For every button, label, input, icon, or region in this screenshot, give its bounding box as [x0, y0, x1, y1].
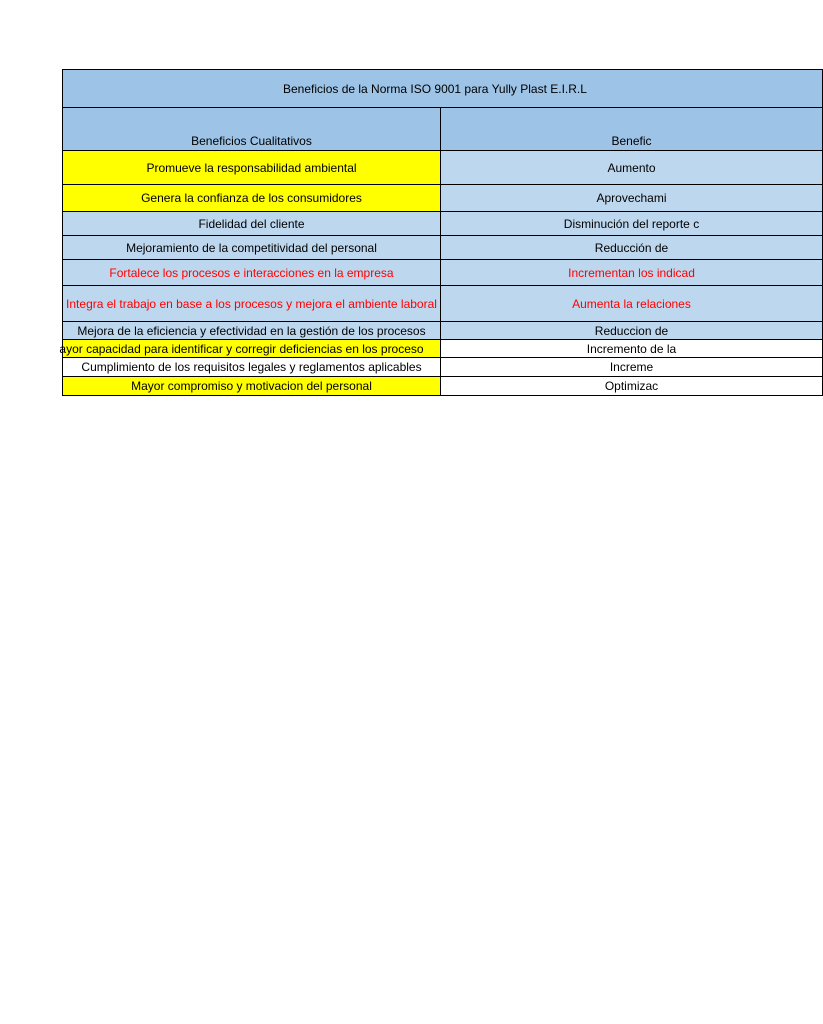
table-cell-right: Aumento [441, 151, 823, 185]
table-cell-left: ayor capacidad para identificar y corregir deficiencias en los proceso [63, 340, 441, 358]
iso-benefits-table [59, 69, 823, 396]
table-cell-left: Fidelidad del cliente [63, 212, 441, 236]
table-cell-left: Promueve la responsabilidad ambiental [63, 151, 441, 185]
table-cell-right: Reducción de [441, 236, 823, 260]
table-cell-left: Mayor compromiso y motivacion del personal [63, 377, 441, 396]
table-cell-left: Mejora de la eficiencia y efectividad en la gestión de los procesos [63, 322, 441, 340]
table-title: Beneficios de la Norma ISO 9001 para Yully Plast E.I.R.L [63, 70, 823, 108]
table-cell-right: Disminución del reporte c [441, 212, 823, 236]
header-quantitative: Benefic [441, 108, 823, 151]
table-cell-right: Optimizac [441, 377, 823, 396]
table-cell-left: Fortalece los procesos e interacciones en la empresa [63, 260, 441, 286]
table-cell-right: Incrementan los indicad [441, 260, 823, 286]
table-cell-right: Reduccion de [441, 322, 823, 340]
table-cell-left: Genera la confianza de los consumidores [63, 185, 441, 212]
table-cell-left: Cumplimiento de los requisitos legales y reglamentos aplicables [63, 358, 441, 377]
table-cell-right: Aprovechami [441, 185, 823, 212]
table-cell-left: Mejoramiento de la competitividad del personal [63, 236, 441, 260]
table-cell-right: Incremento de la [441, 340, 823, 358]
spreadsheet-table-area [59, 69, 700, 397]
table-cell-right: Increme [441, 358, 823, 377]
table-cell-left: Integra el trabajo en base a los procesos y mejora el ambiente laboral [63, 286, 441, 322]
header-qualitative: Beneficios Cualitativos [63, 108, 441, 151]
table-cell-right: Aumenta la relaciones [441, 286, 823, 322]
